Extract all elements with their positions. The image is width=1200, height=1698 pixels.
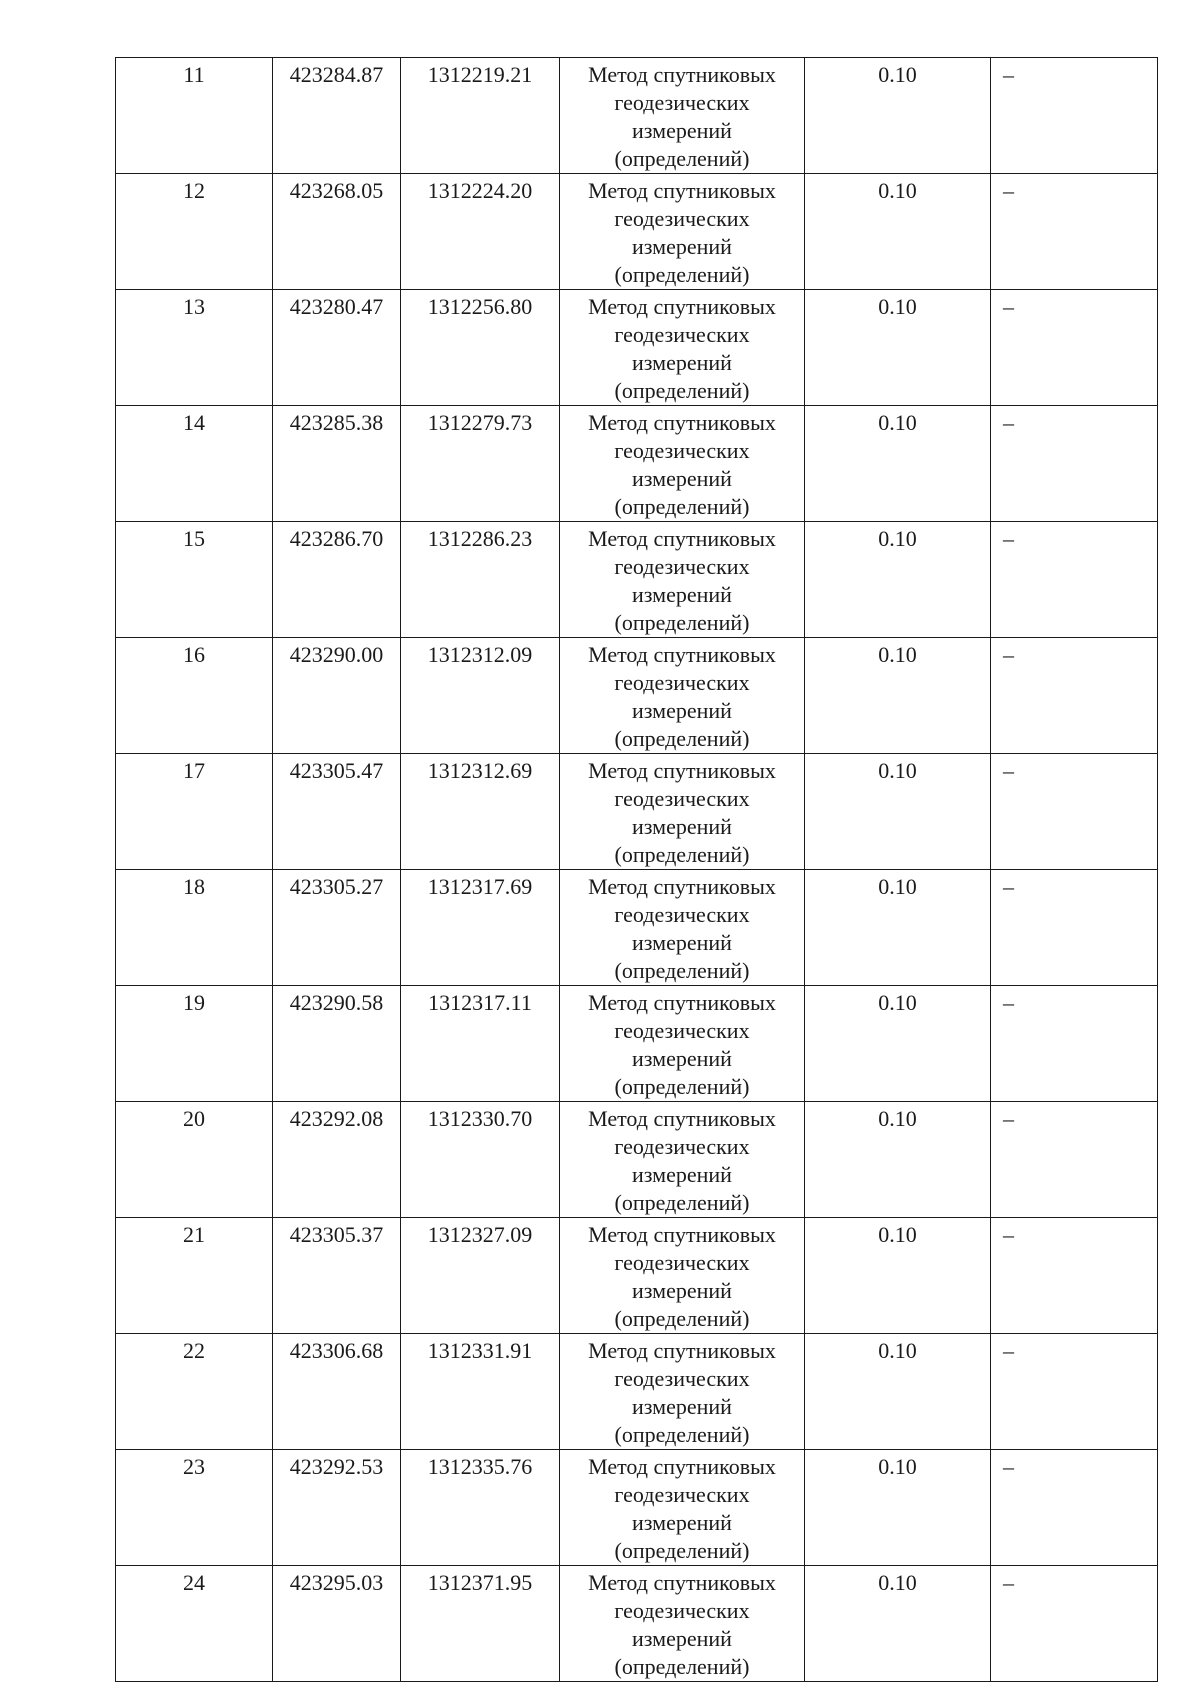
accuracy-cell: 0.10 bbox=[805, 1218, 991, 1334]
x-coordinate-cell: 423284.87 bbox=[273, 58, 401, 174]
method-line: (определений) bbox=[614, 958, 750, 983]
method-line: Метод спутниковых bbox=[588, 1222, 776, 1247]
x-coordinate-cell: 423286.70 bbox=[273, 522, 401, 638]
point-number-cell: 14 bbox=[116, 406, 273, 522]
coordinates-table bbox=[115, 57, 1158, 1682]
accuracy-cell: 0.10 bbox=[805, 290, 991, 406]
point-number-cell: 19 bbox=[116, 986, 273, 1102]
method-line: геодезических bbox=[614, 1018, 750, 1043]
method-line: Метод спутниковых bbox=[588, 294, 776, 319]
method-cell bbox=[560, 1218, 805, 1334]
point-number-cell: 23 bbox=[116, 1450, 273, 1566]
accuracy-cell: 0.10 bbox=[805, 870, 991, 986]
accuracy-cell: 0.10 bbox=[805, 174, 991, 290]
table-row bbox=[116, 1102, 1158, 1218]
accuracy-cell: 0.10 bbox=[805, 1334, 991, 1450]
x-coordinate-cell: 423305.37 bbox=[273, 1218, 401, 1334]
method-line: геодезических bbox=[614, 438, 750, 463]
x-coordinate-cell: 423285.38 bbox=[273, 406, 401, 522]
method-line: (определений) bbox=[614, 1654, 750, 1679]
method-line: (определений) bbox=[614, 1190, 750, 1215]
method-cell bbox=[560, 1450, 805, 1566]
accuracy-cell: 0.10 bbox=[805, 406, 991, 522]
method-cell bbox=[560, 58, 805, 174]
method-line: (определений) bbox=[614, 1422, 750, 1447]
method-line: измерений bbox=[632, 698, 732, 723]
note-cell: – bbox=[991, 58, 1158, 174]
note-cell: – bbox=[991, 1450, 1158, 1566]
note-cell: – bbox=[991, 290, 1158, 406]
method-line: Метод спутниковых bbox=[588, 1570, 776, 1595]
method-line: геодезических bbox=[614, 902, 750, 927]
method-line: геодезических bbox=[614, 1598, 750, 1623]
method-line: Метод спутниковых bbox=[588, 178, 776, 203]
y-coordinate-cell: 1312312.09 bbox=[401, 638, 560, 754]
x-coordinate-cell: 423290.00 bbox=[273, 638, 401, 754]
method-cell bbox=[560, 1334, 805, 1450]
method-line: геодезических bbox=[614, 786, 750, 811]
table-row bbox=[116, 638, 1158, 754]
accuracy-cell: 0.10 bbox=[805, 754, 991, 870]
table-row bbox=[116, 58, 1158, 174]
method-line: измерений bbox=[632, 1626, 732, 1651]
method-line: Метод спутниковых bbox=[588, 526, 776, 551]
note-cell: – bbox=[991, 986, 1158, 1102]
note-cell: – bbox=[991, 1102, 1158, 1218]
method-cell bbox=[560, 870, 805, 986]
table-row bbox=[116, 986, 1158, 1102]
point-number-cell: 11 bbox=[116, 58, 273, 174]
x-coordinate-cell: 423305.47 bbox=[273, 754, 401, 870]
method-line: измерений bbox=[632, 582, 732, 607]
method-line: Метод спутниковых bbox=[588, 410, 776, 435]
accuracy-cell: 0.10 bbox=[805, 1102, 991, 1218]
y-coordinate-cell: 1312327.09 bbox=[401, 1218, 560, 1334]
method-line: (определений) bbox=[614, 1538, 750, 1563]
note-cell: – bbox=[991, 754, 1158, 870]
method-line: Метод спутниковых bbox=[588, 758, 776, 783]
point-number-cell: 16 bbox=[116, 638, 273, 754]
y-coordinate-cell: 1312335.76 bbox=[401, 1450, 560, 1566]
y-coordinate-cell: 1312286.23 bbox=[401, 522, 560, 638]
table-row bbox=[116, 754, 1158, 870]
method-line: геодезических bbox=[614, 90, 750, 115]
y-coordinate-cell: 1312330.70 bbox=[401, 1102, 560, 1218]
method-line: Метод спутниковых bbox=[588, 642, 776, 667]
note-cell: – bbox=[991, 870, 1158, 986]
method-line: Метод спутниковых bbox=[588, 1106, 776, 1131]
method-line: измерений bbox=[632, 350, 732, 375]
method-cell bbox=[560, 174, 805, 290]
method-line: (определений) bbox=[614, 1306, 750, 1331]
method-line: (определений) bbox=[614, 494, 750, 519]
point-number-cell: 20 bbox=[116, 1102, 273, 1218]
method-line: (определений) bbox=[614, 726, 750, 751]
table-row bbox=[116, 1218, 1158, 1334]
accuracy-cell: 0.10 bbox=[805, 58, 991, 174]
method-line: измерений bbox=[632, 1278, 732, 1303]
method-line: (определений) bbox=[614, 378, 750, 403]
method-line: (определений) bbox=[614, 842, 750, 867]
method-line: измерений bbox=[632, 234, 732, 259]
note-cell: – bbox=[991, 638, 1158, 754]
table-row bbox=[116, 1334, 1158, 1450]
point-number-cell: 17 bbox=[116, 754, 273, 870]
method-cell bbox=[560, 406, 805, 522]
method-line: (определений) bbox=[614, 610, 750, 635]
method-cell bbox=[560, 522, 805, 638]
note-cell: – bbox=[991, 522, 1158, 638]
method-line: Метод спутниковых bbox=[588, 990, 776, 1015]
x-coordinate-cell: 423306.68 bbox=[273, 1334, 401, 1450]
note-cell: – bbox=[991, 1334, 1158, 1450]
method-line: геодезических bbox=[614, 1482, 750, 1507]
note-cell: – bbox=[991, 1218, 1158, 1334]
y-coordinate-cell: 1312219.21 bbox=[401, 58, 560, 174]
method-cell bbox=[560, 754, 805, 870]
table-row bbox=[116, 1566, 1158, 1682]
accuracy-cell: 0.10 bbox=[805, 986, 991, 1102]
method-line: геодезических bbox=[614, 206, 750, 231]
accuracy-cell: 0.10 bbox=[805, 638, 991, 754]
table-row bbox=[116, 406, 1158, 522]
method-cell bbox=[560, 986, 805, 1102]
point-number-cell: 15 bbox=[116, 522, 273, 638]
method-line: геодезических bbox=[614, 1134, 750, 1159]
method-line: Метод спутниковых bbox=[588, 874, 776, 899]
y-coordinate-cell: 1312279.73 bbox=[401, 406, 560, 522]
x-coordinate-cell: 423292.08 bbox=[273, 1102, 401, 1218]
method-line: измерений bbox=[632, 1510, 732, 1535]
method-cell bbox=[560, 290, 805, 406]
method-line: измерений bbox=[632, 466, 732, 491]
method-line: геодезических bbox=[614, 322, 750, 347]
method-line: Метод спутниковых bbox=[588, 1454, 776, 1479]
point-number-cell: 21 bbox=[116, 1218, 273, 1334]
method-line: (определений) bbox=[614, 262, 750, 287]
x-coordinate-cell: 423280.47 bbox=[273, 290, 401, 406]
method-line: геодезических bbox=[614, 554, 750, 579]
accuracy-cell: 0.10 bbox=[805, 1566, 991, 1682]
y-coordinate-cell: 1312224.20 bbox=[401, 174, 560, 290]
table-body bbox=[116, 58, 1158, 1682]
y-coordinate-cell: 1312312.69 bbox=[401, 754, 560, 870]
method-cell bbox=[560, 1102, 805, 1218]
method-line: Метод спутниковых bbox=[588, 1338, 776, 1363]
point-number-cell: 22 bbox=[116, 1334, 273, 1450]
x-coordinate-cell: 423295.03 bbox=[273, 1566, 401, 1682]
table-row bbox=[116, 1450, 1158, 1566]
table-row bbox=[116, 174, 1158, 290]
method-line: измерений bbox=[632, 814, 732, 839]
note-cell: – bbox=[991, 174, 1158, 290]
y-coordinate-cell: 1312317.69 bbox=[401, 870, 560, 986]
y-coordinate-cell: 1312256.80 bbox=[401, 290, 560, 406]
accuracy-cell: 0.10 bbox=[805, 1450, 991, 1566]
table-row bbox=[116, 522, 1158, 638]
point-number-cell: 13 bbox=[116, 290, 273, 406]
method-line: геодезических bbox=[614, 1250, 750, 1275]
method-line: геодезических bbox=[614, 670, 750, 695]
point-number-cell: 18 bbox=[116, 870, 273, 986]
method-cell bbox=[560, 1566, 805, 1682]
point-number-cell: 12 bbox=[116, 174, 273, 290]
method-line: измерений bbox=[632, 1162, 732, 1187]
method-line: измерений bbox=[632, 930, 732, 955]
method-line: (определений) bbox=[614, 1074, 750, 1099]
x-coordinate-cell: 423268.05 bbox=[273, 174, 401, 290]
method-line: Метод спутниковых bbox=[588, 62, 776, 87]
method-line: геодезических bbox=[614, 1366, 750, 1391]
point-number-cell: 24 bbox=[116, 1566, 273, 1682]
accuracy-cell: 0.10 bbox=[805, 522, 991, 638]
x-coordinate-cell: 423305.27 bbox=[273, 870, 401, 986]
method-line: (определений) bbox=[614, 146, 750, 171]
y-coordinate-cell: 1312331.91 bbox=[401, 1334, 560, 1450]
y-coordinate-cell: 1312371.95 bbox=[401, 1566, 560, 1682]
y-coordinate-cell: 1312317.11 bbox=[401, 986, 560, 1102]
note-cell: – bbox=[991, 1566, 1158, 1682]
method-cell bbox=[560, 638, 805, 754]
x-coordinate-cell: 423292.53 bbox=[273, 1450, 401, 1566]
method-line: измерений bbox=[632, 1394, 732, 1419]
table-row bbox=[116, 290, 1158, 406]
method-line: измерений bbox=[632, 118, 732, 143]
method-line: измерений bbox=[632, 1046, 732, 1071]
note-cell: – bbox=[991, 406, 1158, 522]
x-coordinate-cell: 423290.58 bbox=[273, 986, 401, 1102]
table-row bbox=[116, 870, 1158, 986]
